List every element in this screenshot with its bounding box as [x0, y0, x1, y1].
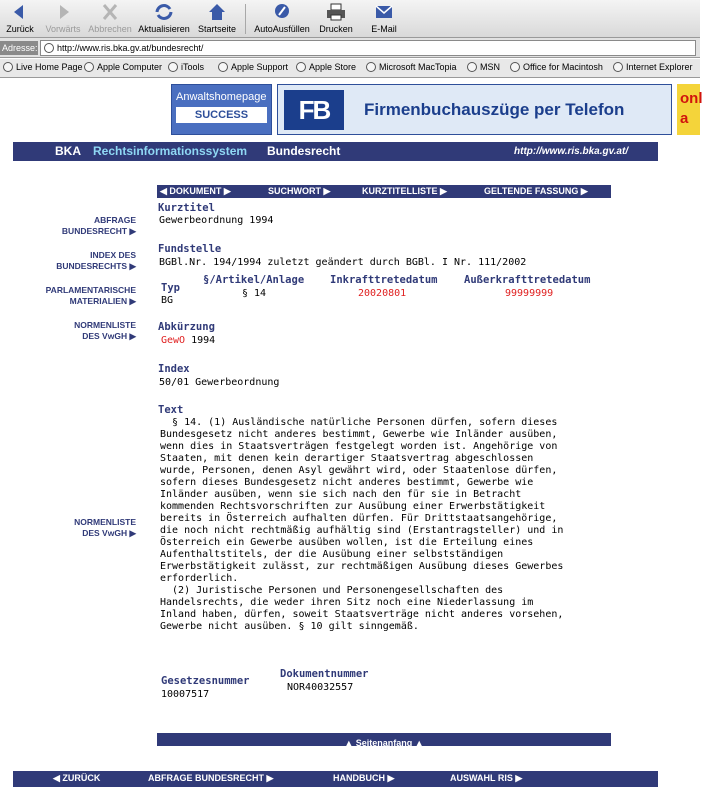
favorite-label: Apple Store	[309, 62, 357, 72]
abkuerzung-highlight: GewO	[161, 335, 186, 346]
ad-text: a	[680, 110, 689, 127]
typ-label: Typ	[161, 282, 180, 294]
typ-value: BG	[161, 295, 174, 306]
favorite-item[interactable]	[296, 62, 356, 72]
browser-toolbar	[0, 0, 700, 38]
favorite-icon	[467, 62, 477, 72]
url-text: http://www.ris.bka.gv.at/bundesrecht/	[57, 43, 204, 53]
ad-subtitle: SUCCESS	[176, 107, 267, 123]
favorites-bar	[0, 59, 700, 78]
favorite-icon	[168, 62, 178, 72]
ad-text: Firmenbuchauszüge per Telefon	[364, 100, 625, 119]
home-label: Startseite	[197, 24, 237, 34]
index-value: 50/01 Gewerbeordnung	[159, 377, 280, 388]
favorite-icon	[510, 62, 520, 72]
leftnav-label: ABFRAGE	[93, 215, 136, 225]
stop-label: Abbrechen	[88, 24, 132, 34]
abkuerzung-label: Abkürzung	[158, 321, 215, 333]
gesetzesnummer-label: Gesetzesnummer	[161, 675, 250, 687]
leftnav-label: MATERIALIEN ▶	[69, 296, 136, 306]
back-arrow-icon	[9, 2, 31, 22]
favorite-label: Live Home Page	[16, 62, 83, 72]
favorite-item[interactable]	[218, 62, 288, 72]
leftnav-normenliste-vwgh-2[interactable]	[10, 517, 136, 539]
nav-suchwort[interactable]: SUCHWORT ▶	[268, 186, 331, 196]
favorite-item[interactable]	[84, 62, 162, 72]
ris-label: Rechtsinformationssystem	[93, 144, 248, 158]
ad-title: Anwaltshomepage	[176, 91, 267, 103]
print-button[interactable]	[318, 2, 354, 34]
leftnav-label: DES VwGH ▶	[82, 528, 136, 538]
ad-text: onl	[680, 90, 703, 107]
email-button[interactable]	[366, 2, 402, 34]
favorite-label: Apple Support	[231, 62, 289, 72]
forward-button[interactable]	[44, 2, 82, 34]
footer-handbuch[interactable]: HANDBUCH ▶	[333, 773, 395, 783]
favorite-icon	[296, 62, 306, 72]
footer-auswahl-ris[interactable]: AUSWAHL RIS ▶	[450, 773, 523, 783]
leftnav-label: DES VwGH ▶	[82, 331, 136, 341]
ausserkraft-label: Außerkrafttretedatum	[464, 274, 591, 286]
favorite-label: iTools	[181, 62, 205, 72]
favorite-icon	[84, 62, 94, 72]
favorite-icon	[3, 62, 13, 72]
inkraft-value: 20020801	[358, 288, 407, 299]
toolbar-divider	[245, 4, 246, 34]
favorite-item[interactable]	[510, 62, 603, 72]
banner-ad-firmenbuch[interactable]	[277, 84, 672, 135]
email-label: E-Mail	[371, 24, 397, 34]
gesetzesnummer-value: 10007517	[161, 689, 210, 700]
leftnav-label: NORMENLISTE	[74, 320, 136, 330]
refresh-label: Aktualisieren	[138, 24, 190, 34]
law-text: § 14. (1) Ausländische natürliche Personen dürfen, sofern dieses Bundesgesetz nicht anderes bestimmt, Gewerbe wie Inländer ausüben, wenn dies in Staatsverträgen festgelegt worden ist. Angehörige von Staaten, mit denen kein derartiger Staatsvertrag abgeschlossen wurde, Personen, denen Asyl gewährt wird, oder Staatenlose dürfen, sofern dieses Bundesgesetz nicht anderes bestimmt, Gewerbe wie Inländer ausüben, wenn sie sich nach den für sie in Betracht kommenden Rechtsvorschriften zur Ausübung einer Erwerbstätigkeit bereits in Österreich aufhalten dürfen. Für Drittstaatsangehörige, die noch nicht rechtmäßig aufhältig sind (Erstantragsteller) und in Österreich ein Gewerbe ausüben wollen, ist die Erteilung eines Aufenthaltstitels, der die Ausübung einer selbstständigen Erwerbstätigkeit zulässt, zur rechtmäßigen Ausübung dieses Gewerbes erforderlich. (2) Juristische Personen und Personengesellschaften des Handelsrechts, die weder ihren Sitz noch eine Niederlassung im Inland haben, dürfen, soweit Staatsverträge nicht anderes vorsehen, Gewerbe nicht ausüben. § 10 gilt sinngemäß.	[160, 417, 564, 632]
favorite-label: Office for Macintosh	[523, 62, 603, 72]
fb-logo: FB	[284, 90, 344, 130]
address-bar	[0, 38, 700, 58]
seitenanfang-bar[interactable]	[157, 733, 611, 746]
favorite-item[interactable]	[613, 62, 693, 72]
print-label: Drucken	[319, 24, 353, 34]
header-url[interactable]: http://www.ris.bka.gv.at/	[514, 146, 629, 157]
favorite-item[interactable]	[168, 62, 204, 72]
address-label: Adresse:	[2, 43, 38, 53]
favorite-item[interactable]	[467, 62, 500, 72]
fundstelle-value: BGBl.Nr. 194/1994 zuletzt geändert durch BGBl. I Nr. 111/2002	[159, 257, 527, 268]
abkuerzung-value	[161, 335, 215, 346]
favorite-label: MSN	[480, 62, 500, 72]
leftnav-label: BUNDESRECHT ▶	[61, 226, 136, 236]
envelope-icon	[373, 2, 395, 22]
abkuerzung-year: 1994	[191, 335, 216, 346]
stop-button[interactable]	[88, 2, 132, 34]
favorite-label: Microsoft MacTopia	[379, 62, 457, 72]
artikel-value: § 14	[242, 288, 267, 299]
site-header	[13, 142, 658, 161]
kurztitel-value: Gewerbeordnung 1994	[159, 215, 274, 226]
favorite-icon	[218, 62, 228, 72]
home-button[interactable]	[196, 2, 238, 34]
section-label: Bundesrecht	[267, 144, 341, 158]
nav-geltende-fassung[interactable]: GELTENDE FASSUNG ▶	[484, 186, 588, 196]
refresh-icon	[153, 2, 175, 22]
leftnav-abfrage-bundesrecht[interactable]	[10, 215, 136, 237]
leftnav-normenliste-vwgh[interactable]	[10, 320, 136, 342]
favorite-item[interactable]	[366, 62, 457, 72]
artikel-label: §/Artikel/Anlage	[203, 274, 305, 286]
footer-abfrage-bundesrecht[interactable]: ABFRAGE BUNDESRECHT ▶	[148, 773, 274, 783]
stop-x-icon	[99, 2, 121, 22]
text-label: Text	[158, 404, 184, 416]
leftnav-label: INDEX DES	[90, 250, 136, 260]
dokumentnummer-label: Dokumentnummer	[280, 668, 369, 680]
leftnav-label: BUNDESRECHTS ▶	[56, 261, 136, 271]
leftnav-label: PARLAMENTARISCHE	[45, 285, 136, 295]
favorite-label: Apple Computer	[97, 62, 163, 72]
globe-icon	[44, 43, 54, 53]
refresh-button[interactable]	[138, 2, 190, 34]
inkraft-label: Inkrafttretedatum	[330, 274, 438, 286]
favorite-label: Internet Explorer	[626, 62, 693, 72]
footer-nav	[13, 771, 658, 787]
banner-ad-anwaltshomepage[interactable]	[171, 84, 272, 135]
forward-arrow-icon	[52, 2, 74, 22]
favorite-icon	[613, 62, 623, 72]
dokumentnummer-value: NOR40032557	[287, 682, 354, 693]
seitenanfang-link[interactable]: ▲ Seitenanfang ▲	[344, 738, 424, 748]
nav-dokument[interactable]: ◀ DOKUMENT ▶	[160, 186, 231, 196]
nav-kurztitelliste[interactable]: KURZTITELLISTE ▶	[362, 186, 447, 196]
forward-label: Vorwärts	[45, 24, 81, 34]
back-label: Zurück	[6, 24, 34, 34]
document-nav	[157, 185, 611, 198]
autofill-label: AutoAusfüllen	[254, 24, 310, 34]
index-label: Index	[158, 363, 190, 375]
autofill-pen-icon	[271, 2, 293, 22]
fundstelle-label: Fundstelle	[158, 243, 222, 255]
footer-zurueck[interactable]: ◀ ZURÜCK	[53, 773, 101, 783]
back-button[interactable]	[2, 2, 38, 34]
autofill-button[interactable]	[254, 2, 310, 34]
kurztitel-label: Kurztitel	[158, 202, 215, 214]
ausserkraft-value: 99999999	[505, 288, 554, 299]
favorite-item[interactable]	[3, 62, 83, 72]
leftnav-parlamentarische-materialien[interactable]	[10, 285, 136, 307]
bka-label: BKA	[55, 144, 81, 158]
leftnav-index-bundesrechts[interactable]	[10, 250, 136, 272]
home-icon	[206, 2, 228, 22]
printer-icon	[325, 2, 347, 22]
url-input[interactable]	[40, 40, 696, 56]
leftnav-label: NORMENLISTE	[74, 517, 136, 527]
banner-ad-partial[interactable]	[677, 84, 703, 135]
favorite-icon	[366, 62, 376, 72]
